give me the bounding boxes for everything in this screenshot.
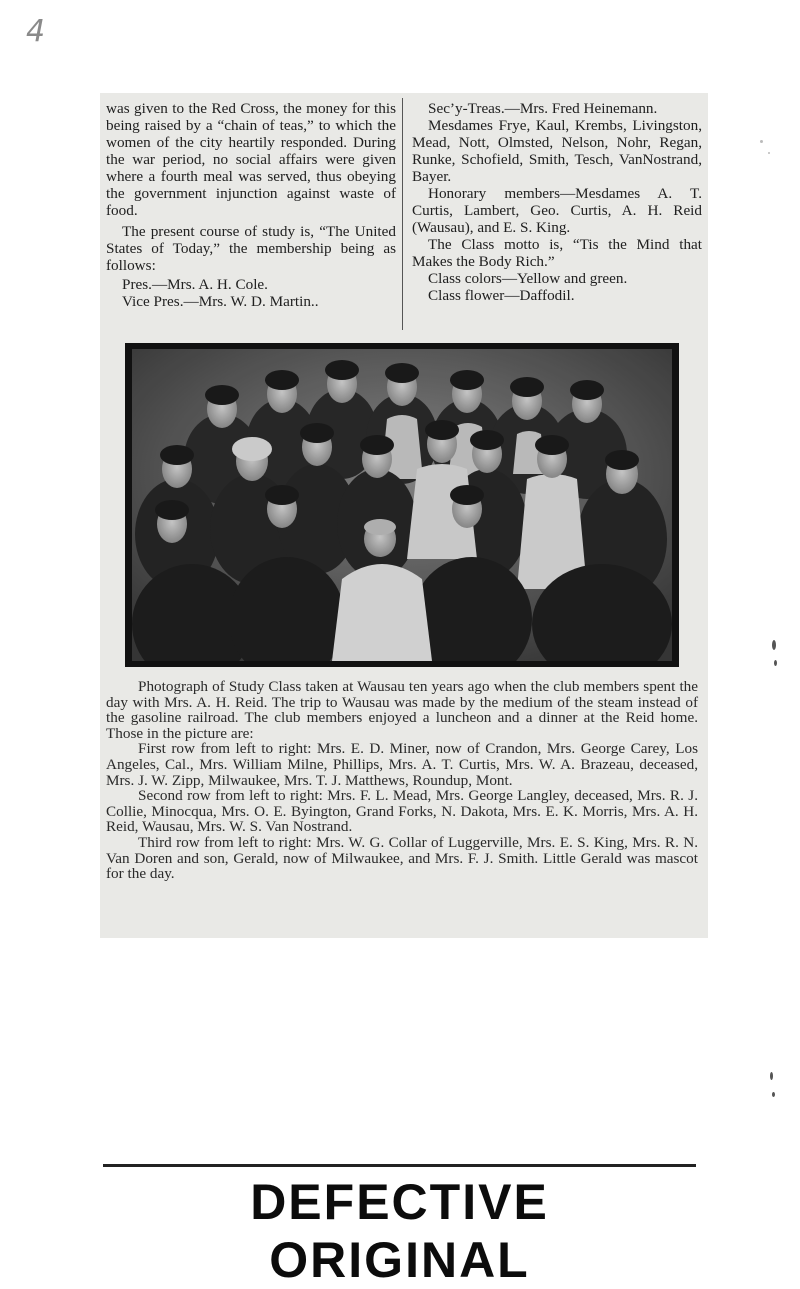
paragraph: Vice Pres.—Mrs. W. D. Martin.. <box>122 293 319 310</box>
stamp-text: DEFECTIVE ORIGINAL <box>250 1174 549 1288</box>
caption-paragraph: Third row from left to right: Mrs. W. G. Collar of Luggerville, Mrs. E. S. King, Mrs. R. N. Van Doren and son, Gerald, now of Milwaukee, and Mrs. F. J. Smith. Little Gerald was mascot for the day. <box>106 833 698 883</box>
group-photograph <box>132 349 672 661</box>
caption-paragraph: Photograph of Study Class taken at Wausau ten years ago when the club members spent the day with Mrs. A. H. Reid. The trip to Wausau was made by the medium of the steam instead of the gasoline railroad. The club members enjoyed a luncheon and a dinner at the Reid home. Those in the picture are: <box>106 678 698 742</box>
paragraph: Pres.—Mrs. A. H. Cole. <box>122 276 268 293</box>
paragraph: Honorary members—Mesdames A. T. Curtis, Lambert, Geo. Curtis, A. H. Reid (Wausau), and E. S. King. <box>412 185 702 236</box>
paragraph: Class flower—Daffodil. <box>428 287 575 304</box>
caption-paragraph: First row from left to right: Mrs. E. D. Miner, now of Crandon, Mrs. George Carey, Los Angeles, Cal., Mrs. William Milne, Phillips, Mrs. A. T. Curtis, Mrs. W. A. Brazeau, deceased, Mrs. J. W. Zipp, Milwaukee, Mrs. T. J. Matthews, Roundup, Mont. <box>106 740 698 789</box>
paragraph: was given to the Red Cross, the money for this being raised by a “chain of teas,” to which the women of the city heartily responded. During the war period, no social affairs were given where a fourth meal was served, thus obeying the government injunction against waste of food. <box>106 100 396 219</box>
paragraph: Mesdames Frye, Kaul, Krembs, Livingston, Mead, Nott, Olmsted, Nelson, Nohr, Regan, Runke, Schofield, Smith, Tesch, VanNostrand, Bayer. <box>412 117 702 185</box>
paragraph: The present course of study is, “The United States of Today,” the membership being as follows: <box>106 223 396 274</box>
paragraph: Class colors—Yellow and green. <box>428 270 628 287</box>
caption-paragraph: Second row from left to right: Mrs. F. L. Mead, Mrs. George Langley, deceased, Mrs. R. J. Collie, Minocqua, Mrs. O. E. Byington, Grand Forks, N. Dakota, Mrs. E. K. Morris, Mrs. A. H. Reid, Wausau, Mrs. W. S. Van Nostrand. <box>106 787 698 836</box>
defective-original-stamp <box>103 1164 696 1288</box>
left-column <box>106 100 396 310</box>
page-number: 4 <box>26 14 46 49</box>
photo-caption <box>106 679 698 882</box>
column-divider <box>402 98 403 330</box>
paragraph: The Class motto is, “Tis the Mind that Makes the Body Rich.” <box>412 236 702 270</box>
right-column <box>412 100 702 304</box>
paragraph: Sec’y-Treas.—Mrs. Fred Heinemann. <box>428 100 658 117</box>
